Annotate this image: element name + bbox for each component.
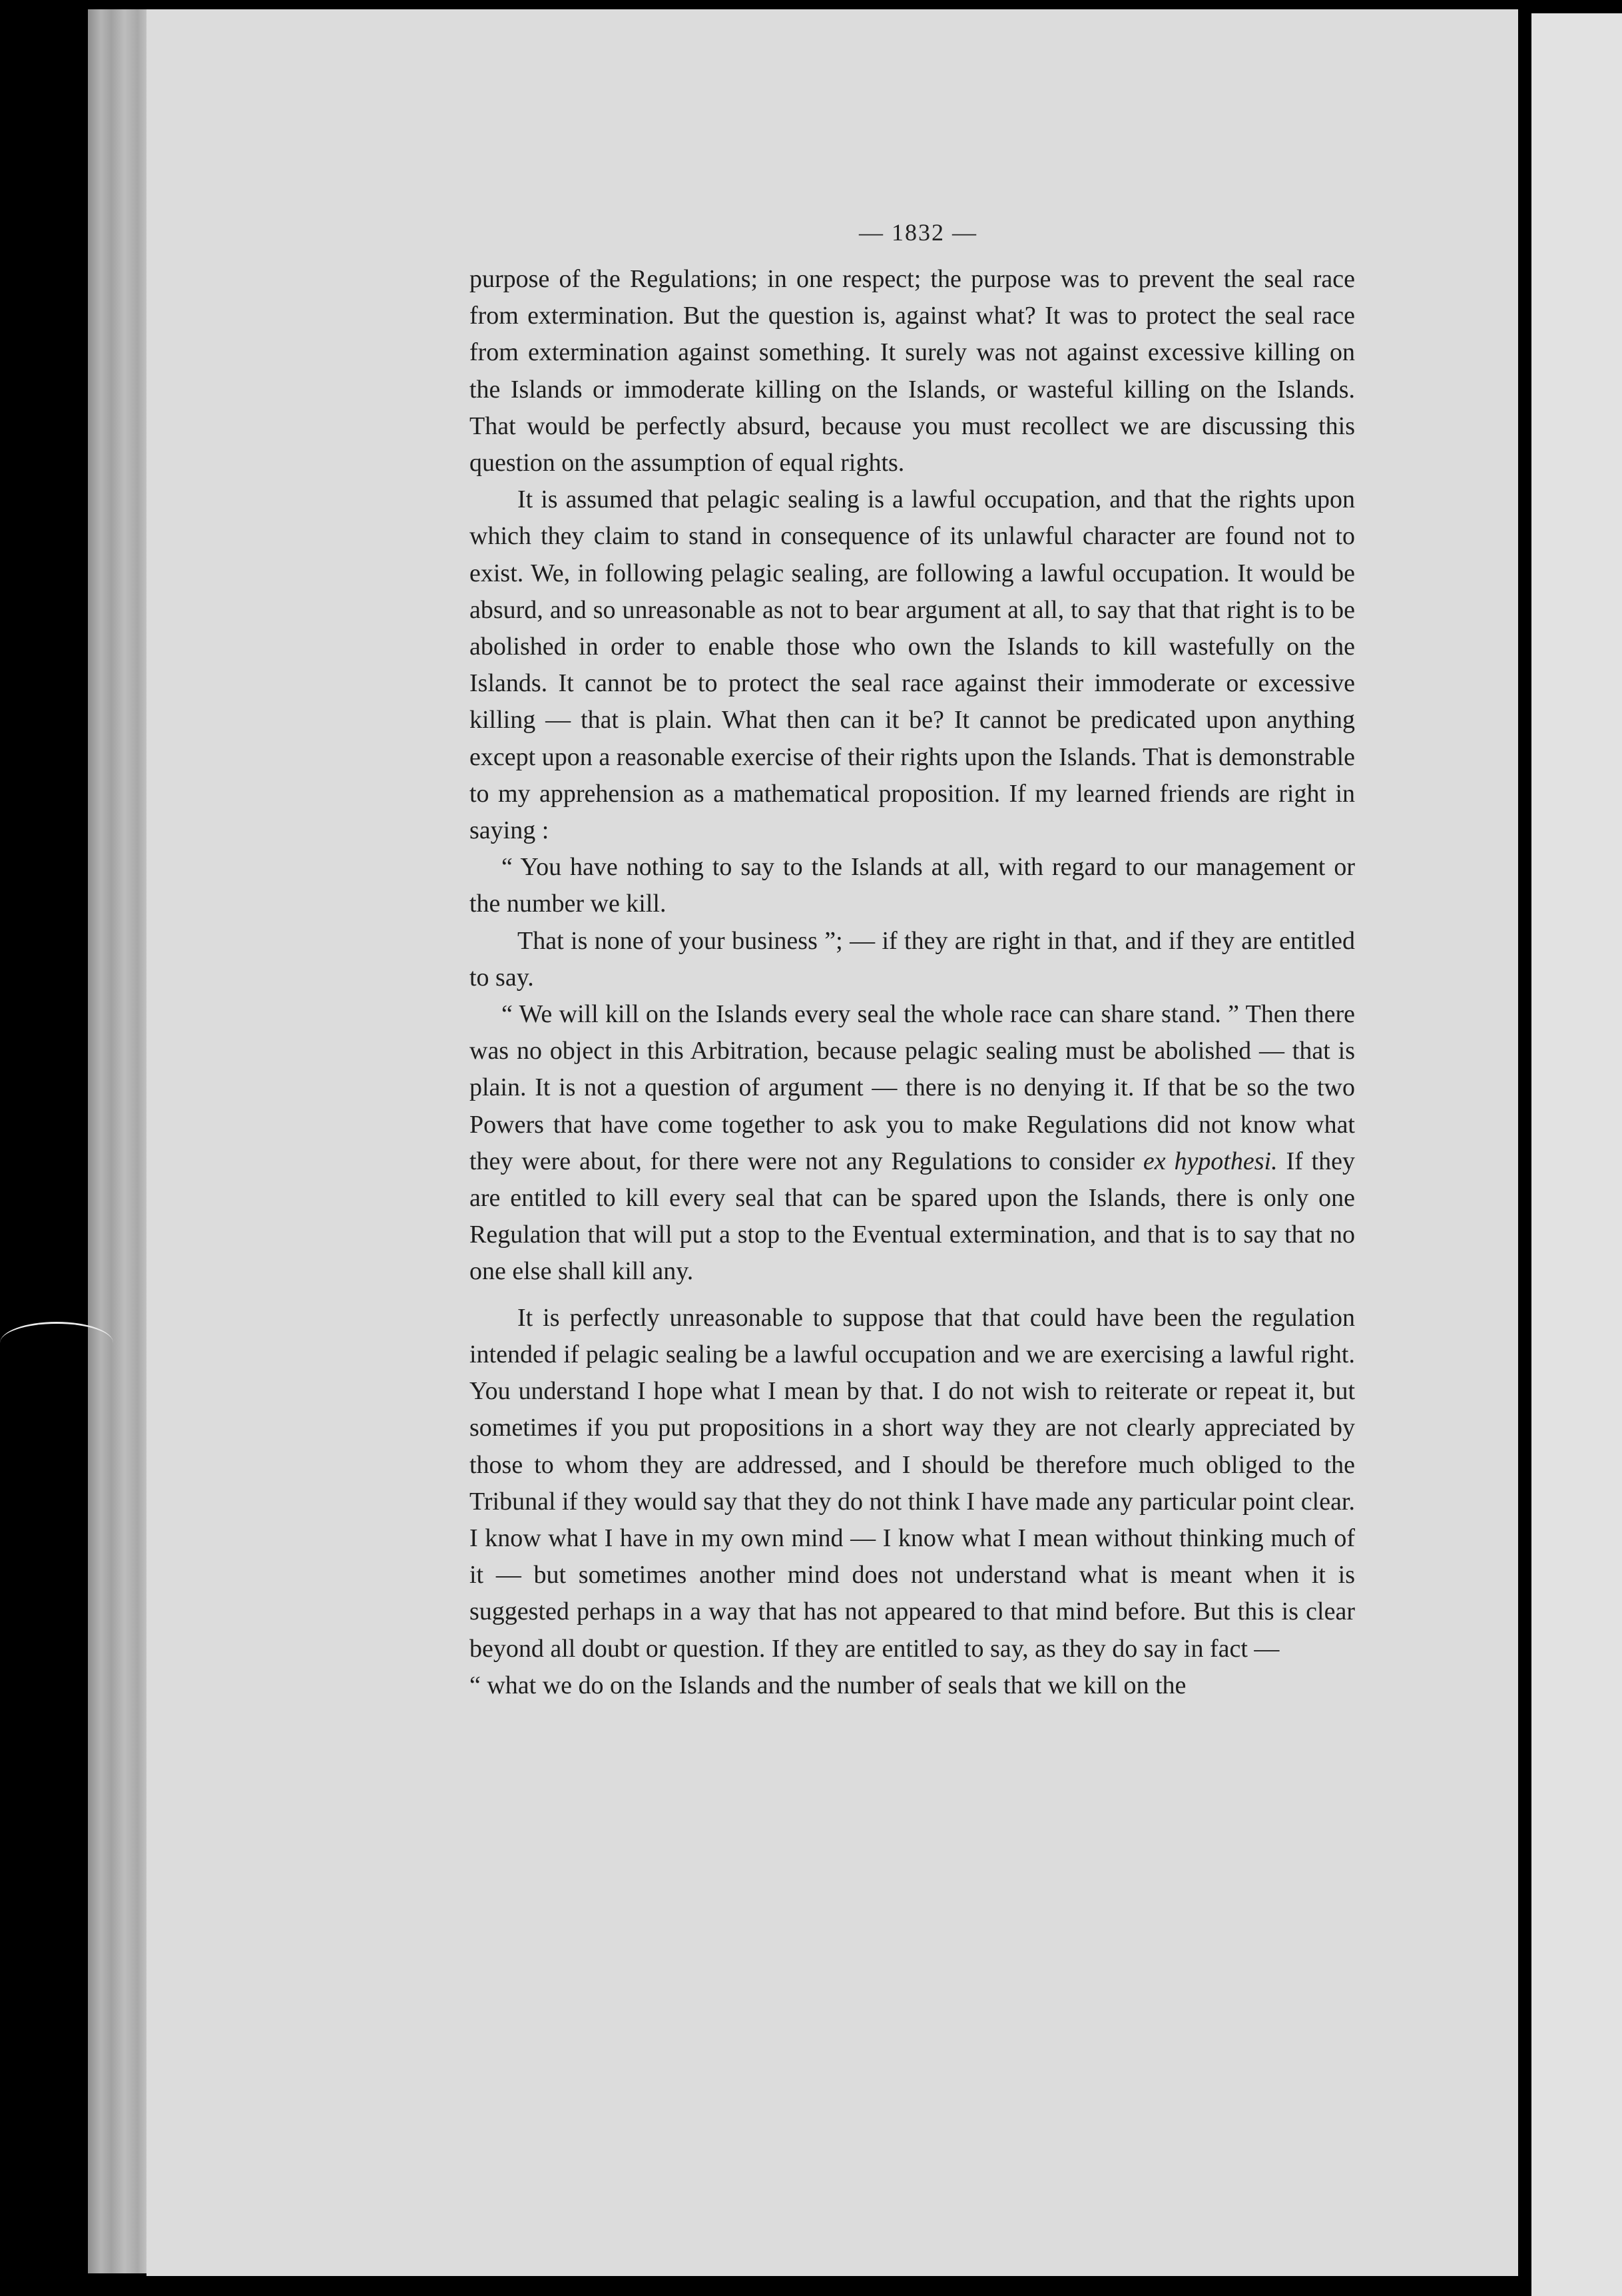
paragraph-text: If they are entitled to kill every seal that can be spared upon the Islands, there is only one Regulation that will put a stop to the Eventual extermination, and that is to say that no one else shall kill any. (469, 1147, 1356, 1286)
body-text (469, 261, 1355, 1704)
paragraph: It is assumed that pelagic sealing is a lawful occupation, and that the rights upon which they claim to stand in consequence of its unlawful character are found not to exist. We, in following pelagic sealing, are following a lawful occupation. It would be absurd, and so unreasonable as not to bear argument at all, to say that that right is to be abolished in order to enable those who own the Islands to kill wastefully on the Islands. It cannot be to protect the seal race against their immoderate or excessive killing — that is plain. What then can it be? It cannot be predicated upon anything except upon a reasonable exercise of their rights upon the Islands. That is demonstrable to my apprehension as a mathematical proposition. If my learned friends are right in saying : (469, 485, 1355, 845)
paragraph-text: “ We will kill on the Islands every seal the whole race can share stand. ” Then there was no object in this Arbitration, because pelagic sealing must be abolished — that is plain. It is not a question of argument — there is no denying it. If that be so the two Powers that have come together to ask you to make Regulations did not know what they were about, for there were not any Regulations to consider (469, 1000, 1355, 1175)
facing-page-edge (1531, 13, 1622, 2296)
italic-phrase: ex hypothesi. (1143, 1147, 1278, 1175)
paragraph: It is perfectly unreasonable to suppose that that could have been the regulation intended if pelagic sealing be a lawful occupation and we are exercising a lawful right. You understand I hope what I mean by that. I do not wish to reiterate or repeat it, but sometimes if you put propositions in a short way they are not clearly appreciated by those to whom they are addressed, and I should be therefore much obliged to the Tribunal if they would say that they do not think I have made any particular point clear. I know what I have in my own mind — I know what I mean without thinking much of it — but sometimes another mind does not understand what is meant when it is suggested perhaps in a way that has not appeared to that mind before. But this is clear beyond all doubt or question. If they are entitled to say, as they do say in fact — (469, 1303, 1355, 1663)
quoted-paragraph (469, 996, 1355, 1291)
quoted-paragraph: “ You have nothing to say to the Islands at all, with regard to our management or the number we kill. (469, 853, 1355, 918)
page-number: — 1832 — (859, 219, 977, 246)
paragraph: “ what we do on the Islands and the number of seals that we kill on the (469, 1671, 1187, 1699)
page-fold-mark (0, 1322, 113, 1364)
paragraph: purpose of the Regulations; in one respect; the purpose was to prevent the seal race from extermination. But the question is, against what? It was to protect the seal race from extermination against something. It surely was not against excessive killing on the Islands or immoderate killing on the Islands, or wasteful killing on the Islands. That would be perfectly absurd, because you must recollect we are discussing this question on the assumption of equal rights. (469, 265, 1355, 477)
paragraph: That is none of your business ”; — if they are right in that, and if they are entitled to say. (469, 926, 1355, 992)
